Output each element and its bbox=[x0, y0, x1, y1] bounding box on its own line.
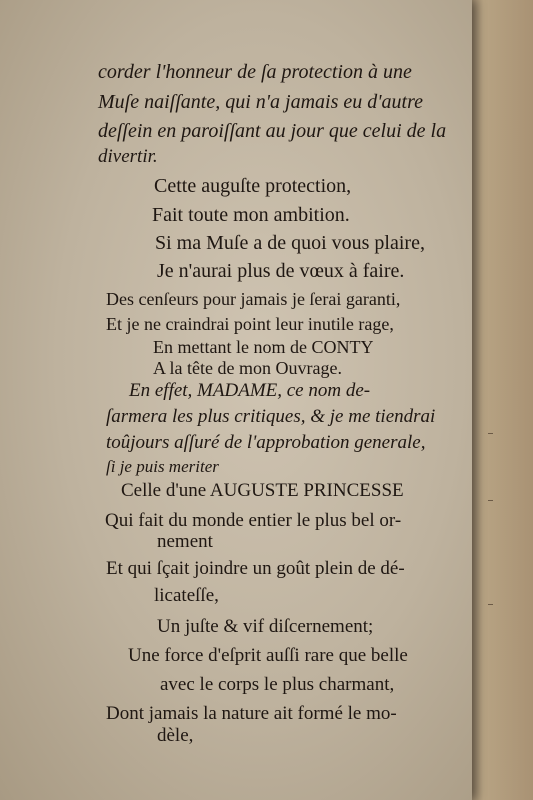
facing-page-edge bbox=[462, 0, 533, 800]
verse-line: avec le corps le plus charmant, bbox=[160, 674, 395, 695]
verse-line: Et je ne craindrai point leur inutile rage, bbox=[106, 314, 394, 334]
verse-line: Cette auguſte protection, bbox=[154, 175, 352, 197]
text-line: ſi je puis meriter bbox=[106, 457, 219, 476]
page-edge-mark bbox=[488, 604, 493, 605]
verse-line: Et qui ſçait joindre un goût plein de dé- bbox=[106, 558, 405, 579]
verse-line: En mettant le nom de CONTY bbox=[153, 337, 374, 357]
text-line: toûjours aſſuré de l'approbation generale, bbox=[106, 432, 426, 453]
verse-line: Celle d'une AUGUSTE PRINCESSE bbox=[121, 480, 404, 501]
verse-line: Dont jamais la nature ait formé le mo- bbox=[106, 703, 397, 724]
verse-line: Si ma Muſe a de quoi vous plaire, bbox=[155, 232, 425, 254]
verse-line: Je n'aurai plus de vœux à faire. bbox=[157, 260, 405, 282]
verse-line: licateſſe, bbox=[154, 585, 219, 606]
verse-line: nement bbox=[157, 531, 213, 552]
verse-line: Une force d'eſprit auſſi rare que belle bbox=[128, 645, 408, 666]
text-line: En effet, MADAME, ce nom de- bbox=[129, 380, 371, 401]
verse-line: A la tête de mon Ouvrage. bbox=[153, 358, 342, 378]
verse-line: dèle, bbox=[157, 725, 194, 746]
text-line: corder l'honneur de ſa protection à une bbox=[98, 61, 412, 83]
page-edge-mark bbox=[488, 500, 493, 501]
verse-line: Qui fait du monde entier le plus bel or- bbox=[105, 510, 402, 531]
text-line: deſſein en paroiſſant au jour que celui de la bbox=[98, 120, 447, 142]
verse-line: Des cenſeurs pour jamais je ſerai garanti, bbox=[106, 289, 401, 309]
verse-line: Fait toute mon ambition. bbox=[152, 204, 350, 226]
page-edge-mark bbox=[488, 433, 493, 434]
text-line: ſarmera les plus critiques, & je me tiendrai bbox=[106, 406, 436, 427]
verse-line: Un juſte & vif diſcernement; bbox=[157, 616, 374, 637]
text-line: Muſe naiſſante, qui n'a jamais eu d'autre bbox=[98, 91, 423, 113]
text-line: divertir. bbox=[98, 146, 158, 167]
